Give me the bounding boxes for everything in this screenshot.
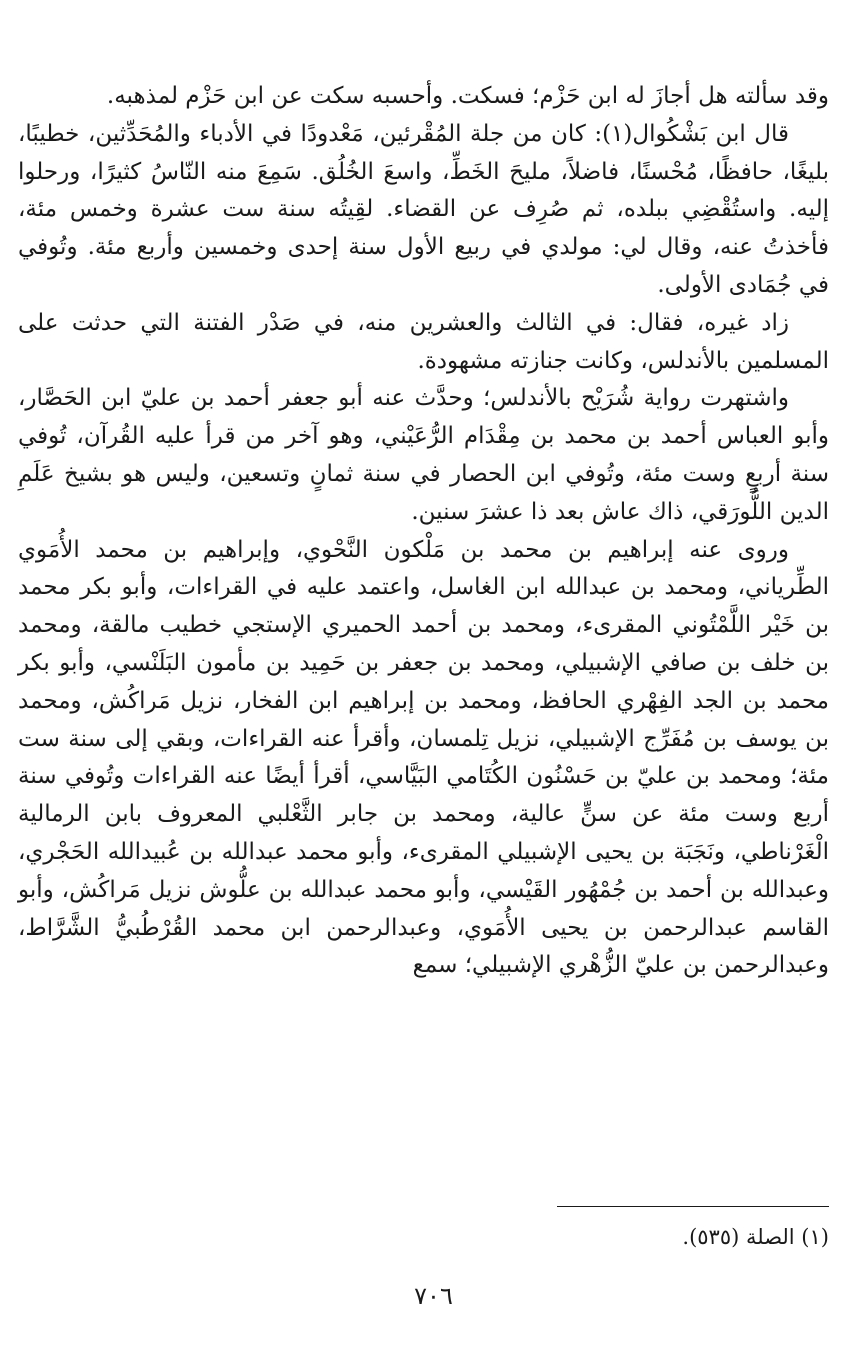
paragraph-5: وروى عنه إبراهيم بن محمد بن مَلْكون النَّحْوي، وإبراهيم بن محمد الأُمَوي الطِّرياني، ومحمد بن عبدالله ابن الغاسل، واعتمد عليه في القراءات، وأبو بكر محمد بن خَيْر اللَّمْتُوني المقرىء، ومحمد بن أحمد الحميري الإستجي خطيب مالقة، ومحمد بن خلف بن صافي الإشبيلي، ومحمد بن جعفر بن حَمِيد بن مأمون البَلَنْسي، وأبو بكر محمد بن الجد الفِهْري الحافظ، ومحمد بن إبراهيم ابن الفخار، نزيل مَراكُش، ومحمد بن يوسف بن مُفَرِّج الإشبيلي، نزيل تِلمسان، وأقرأ عنه القراءات، وبقي إلى سنة ست مئة؛ ومحمد بن عليّ بن حَسْنُون الكُتَامي البَيَّاسي، أقرأ أيضًا عنه القراءات وتُوفي سنة أربع وست مئة عن سنٍّ عالية، ومحمد بن جابر الثَّعْلبي المعروف بابن الرمالية الْغَرْناطي، ونَجَبَة بن يحيى الإشبيلي المقرىء، وأبو محمد عبدالله بن عُبيدالله الحَجْري، وعبدالله بن أحمد بن جُمْهُور القَيْسي، وأبو محمد عبدالله بن علُّوش نزيل مَراكُش، وأبو القاسم عبدالرحمن بن يحيى الأُمَوي، وعبدالرحمن ابن محمد القُرْطُبيُّ الشَّرَّاط، وعبدالرحمن بن عليّ الزُّهْري الإشبيلي؛ سمع [18,536,829,979]
paragraph-2: قال ابن بَشْكُوال(١): كان من جلة المُقْرئين، مَعْدودًا في الأدباء والمُحَدِّثين، خطيبًا، بليغًا، حافظًا، مُحْسنًا، فاضلاً، مليحَ الخَطِّ، واسعَ الخُلُق. سَمِعَ منه النّاسُ كثيرًا، ورحلوا إليه. واستُقْضِي ببلده، ثم صُرِف عن القضاء. لقِيتُه سنة ست عشرة وخمس مئة، فأخذتُ عنه، وقال لي: مولدي في ربيع الأول سنة إحدى وخمسين وأربع مئة. وتُوفي في جُمَادى الأولى. [18,120,829,298]
main-text-block [18,78,829,985]
page-number: ٧٠٦ [414,1282,453,1310]
paragraph-1: وقد سألته هل أجازَ له ابن حَزْم؛ فسكت. وأحسبه سكت عن ابن حَزْم لمذهبه. [106,83,829,109]
footnote: (١) الصلة (٥٣٥). [682,1225,829,1249]
paragraph-4: واشتهرت رواية شُرَيْح بالأندلس؛ وحدَّث عنه أبو جعفر أحمد بن عليّ ابن الحَصَّار، وأبو العباس أحمد بن محمد بن مِقْدَام الرُّعَيْني، وهو آخر من قرأ عليه القُرآن، تُوفي سنة أربعٍ وست مئة، وتُوفي ابن الحصار في سنة ثمانٍ وتسعين، وليس هو بشيخ عَلَمِ الدين اللُّورَقي، ذاك عاش بعد ذا عشرَ سنين. [18,385,829,525]
footnote-divider [557,1206,829,1207]
paragraph-3: زاد غيره، فقال: في الثالث والعشرين منه، في صَدْر الفتنة التي حدثت على المسلمين بالأندلس، وكانت جنازته مشهودة. [18,309,829,374]
